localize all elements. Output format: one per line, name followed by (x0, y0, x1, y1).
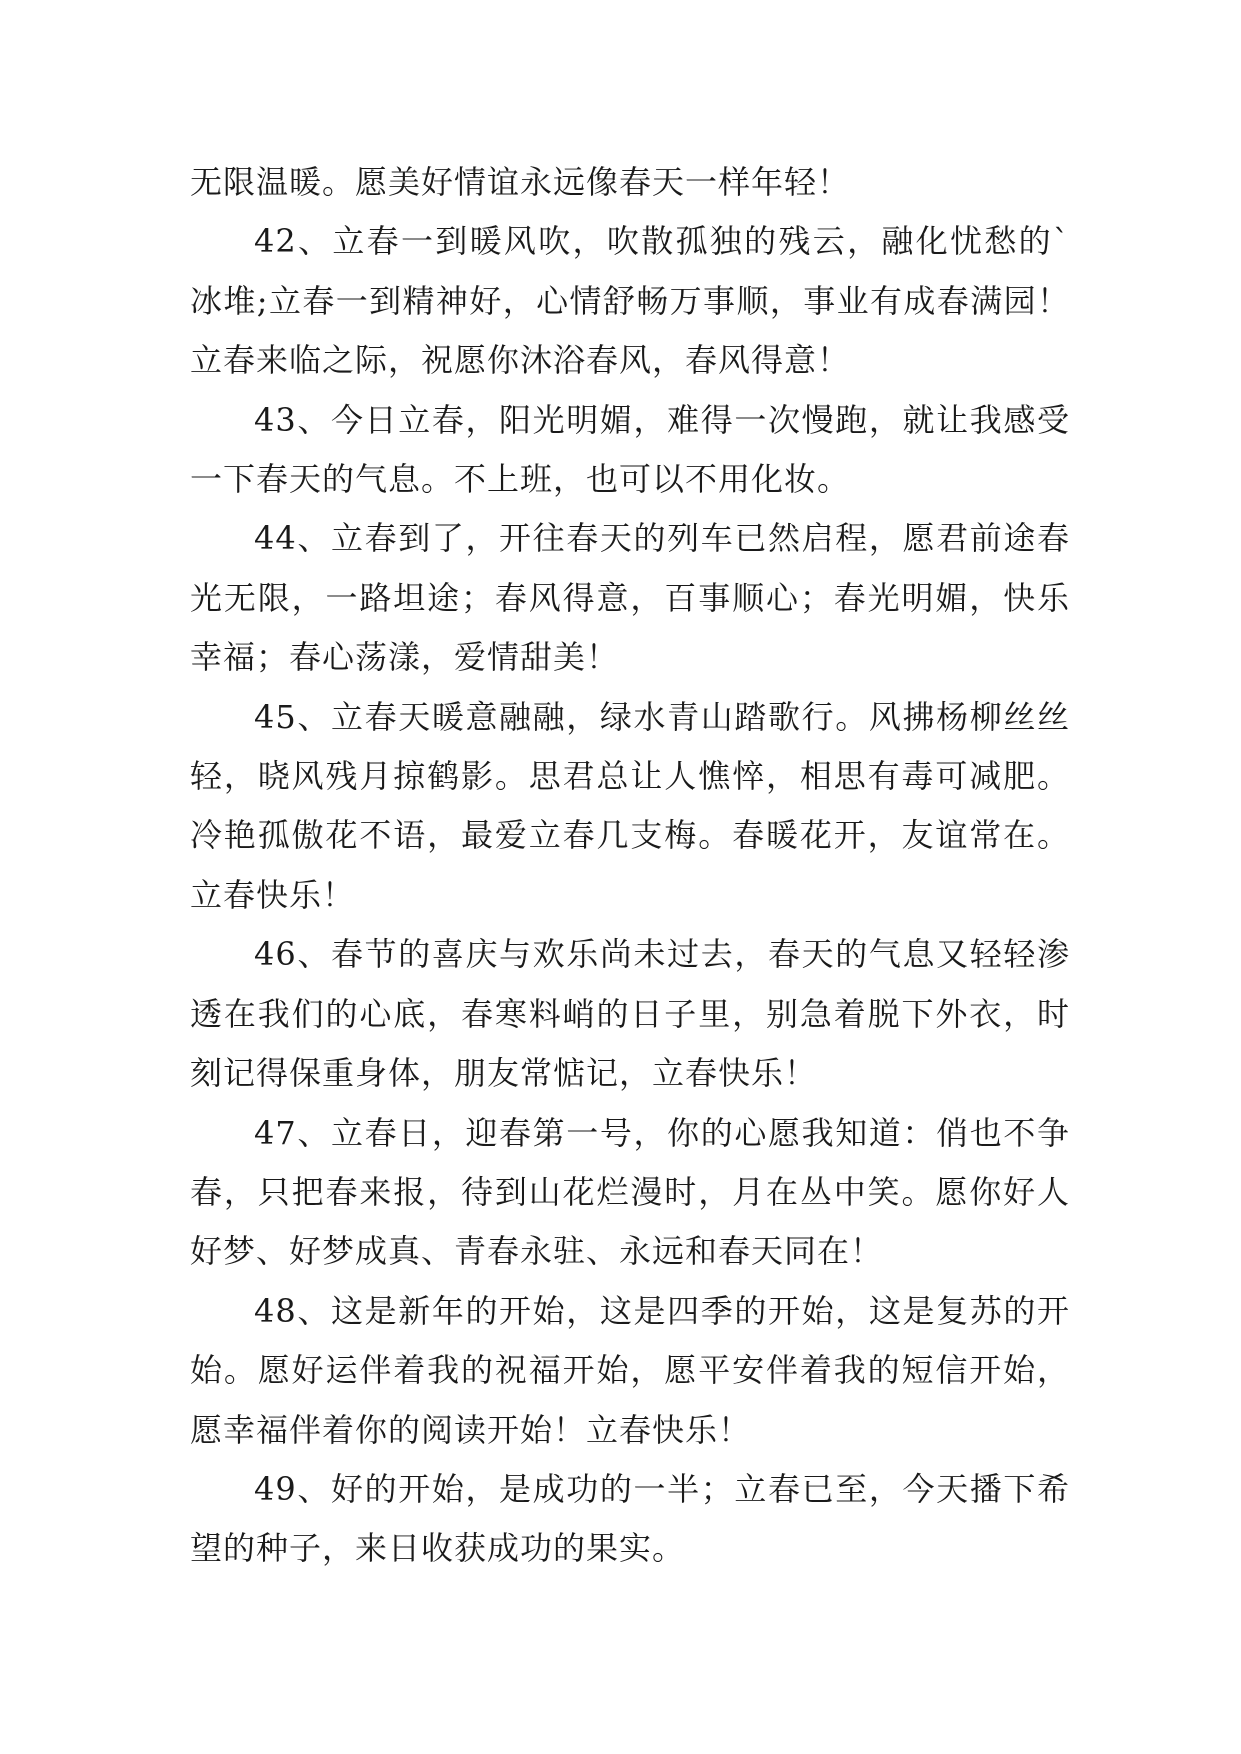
paragraph-44: 44、立春到了，开往春天的列车已然启程，愿君前途春光无限，一路坦途；春风得意，百事顺心；春光明媚，快乐幸福；春心荡漾，爱情甜美！ (190, 519, 1070, 677)
paragraph-48: 48、这是新年的开始，这是四季的开始，这是复苏的开始。愿好运伴着我的祝福开始，愿平安伴着我的短信开始，愿幸福伴着你的阅读开始！立春快乐！ (190, 1291, 1070, 1449)
paragraph-47: 47、立春日，迎春第一号，你的心愿我知道：俏也不争春，只把春来报，待到山花烂漫时，月在丛中笑。愿你好人好梦、好梦成真、青春永驻、永远和春天同在！ (190, 1113, 1070, 1271)
paragraph-continuation: 无限温暖。愿美好情谊永远像春天一样年轻！ (190, 163, 851, 201)
paragraph-43: 43、今日立春，阳光明媚，难得一次慢跑，就让我感受一下春天的气息。不上班，也可以不用化妆。 (190, 400, 1070, 499)
document-body (190, 153, 1070, 1579)
paragraph-49: 49、好的开始，是成功的一半；立春已至，今天播下希望的种子，来日收获成功的果实。 (190, 1469, 1070, 1568)
paragraph-45: 45、立春天暖意融融，绿水青山踏歌行。风拂杨柳丝丝轻，晓风残月掠鹤影。思君总让人憔悴，相思有毒可减肥。冷艳孤傲花不语，最爱立春几支梅。春暖花开，友谊常在。立春快乐！ (190, 697, 1070, 914)
paragraph-42: 42、立春一到暖风吹，吹散孤独的残云，融化忧愁的`冰堆;立春一到精神好，心情舒畅万事顺，事业有成春满园！立春来临之际，祝愿你沐浴春风，春风得意！ (190, 222, 1070, 380)
paragraph-46: 46、春节的喜庆与欢乐尚未过去，春天的气息又轻轻渗透在我们的心底，春寒料峭的日子里，别急着脱下外衣，时刻记得保重身体，朋友常惦记，立春快乐！ (190, 935, 1070, 1093)
